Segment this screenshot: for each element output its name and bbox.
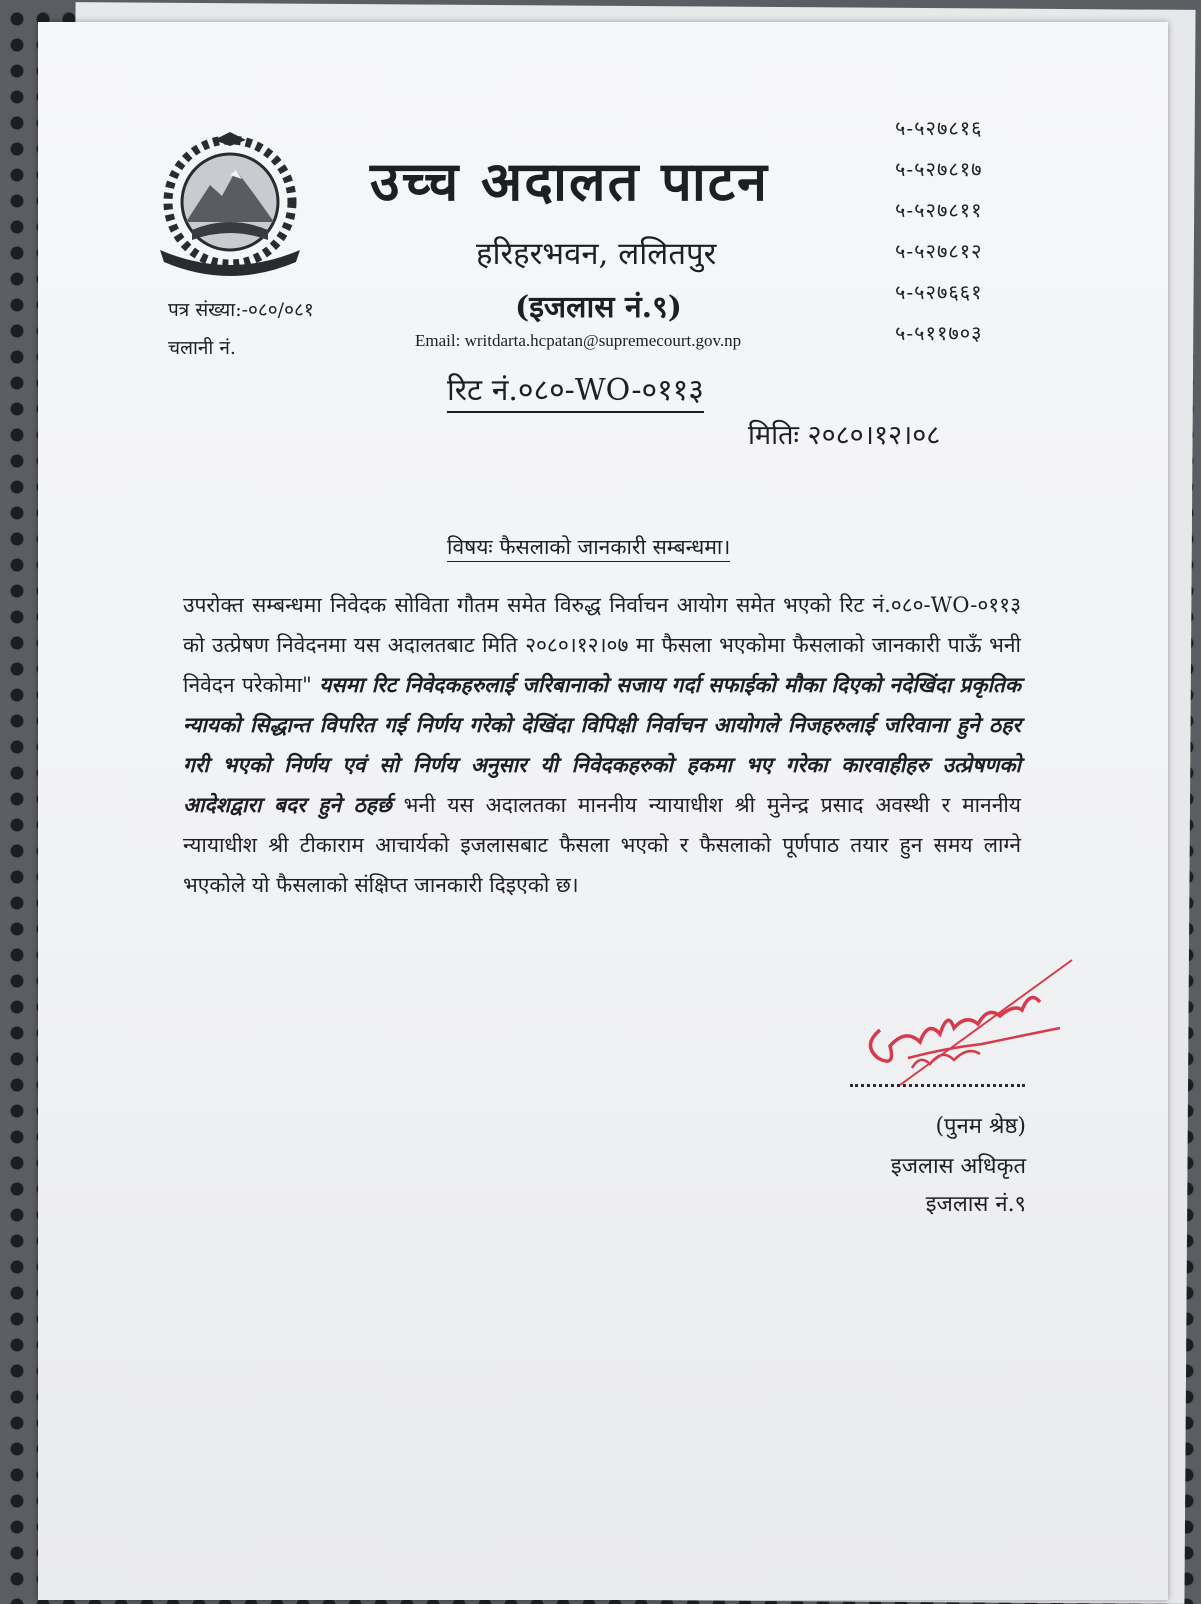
body-closing-text: भनी यस अदालतका माननीय न्यायाधीश श्री मुनेन्द्र प्रसाद अवस्थी र माननीय न्यायाधीश श्री टीकाराम आचार्यको इजलासबाट फैसला भएको र फैसलाको पूर्णपाठ तयार हुन समय लाग्ने भएकोले यो फैसलाको संक्षिप्त जानकारी दिइएको छ।	[183, 793, 1021, 897]
writ-number: रिट नं.०८०-WO-०११३	[447, 368, 704, 413]
body-typed-text: उपरोक्त सम्बन्धमा निवेदक सोविता गौतम समेत विरुद्ध निर्वाचन आयोग समेत भएको रिट नं.०८०-WO-०११३ को उत्प्रेषण निवेदनमा यस अदालतबाट मिति २०८०।१२।०७ मा फैसला भएकोमा फैसलाको जानकारी पाऊँ भनी निवेदन परेकोमा"	[183, 593, 1021, 697]
phone-number: ५-५२७६६१	[895, 280, 983, 304]
nepal-emblem-icon	[150, 130, 310, 280]
phone-number: ५-५२७८१७	[895, 157, 983, 181]
court-name: उच्च अदालत पाटन	[370, 149, 769, 213]
phone-list	[895, 108, 983, 354]
phone-number: ५-५२७८११	[895, 198, 983, 222]
court-email: Email: writdarta.hcpatan@supremecourt.gov.np	[415, 331, 742, 350]
phone-number: ५-५२७८१२	[895, 239, 983, 263]
letter-body	[183, 585, 1021, 905]
signatory-bench: इजलास नं.९	[925, 1192, 1026, 1217]
signature-line	[850, 1084, 1025, 1087]
letter-number: पत्र संख्या:-०८०/०८१	[168, 299, 314, 321]
phone-number: ५-५११७०३	[895, 321, 983, 345]
court-address: हरिहरभवन, ललितपुर	[476, 236, 717, 272]
bench-number: (इजलास नं.९)	[515, 290, 682, 325]
dispatch-number: चलानी नं.	[168, 337, 236, 359]
phone-number: ५-५२७८१६	[895, 116, 983, 140]
signatory-title: इजलास अधिकृत	[890, 1154, 1026, 1179]
subject-line: विषयः फैसलाको जानकारी सम्बन्धमा।	[447, 533, 730, 562]
signature-icon	[850, 950, 1090, 1100]
body-handwritten-text: यसमा रिट निवेदकहरुलाई जरिबानाको सजाय गर्दा सफाईको मौका दिएको नदेखिंदा प्रकृतिक न्यायको सिद्धान्त विपरित गई निर्णय गरेको देखिंदा विपिक्षी निर्वाचन आयोगले निजहरुलाई जरिवाना हुने ठहर गरी भएको निर्णय एवं सो निर्णय अनुसार यी निवेदकहरुको हकमा भए गरेका कारवाहीहरु उत्प्रेषणको आदेशद्वारा बदर हुने ठहर्छ	[183, 672, 1021, 817]
signatory-name: (पुनम श्रेष्ठ)	[935, 1114, 1026, 1139]
letter-date: मितिः २०८०।१२।०८	[748, 420, 941, 451]
